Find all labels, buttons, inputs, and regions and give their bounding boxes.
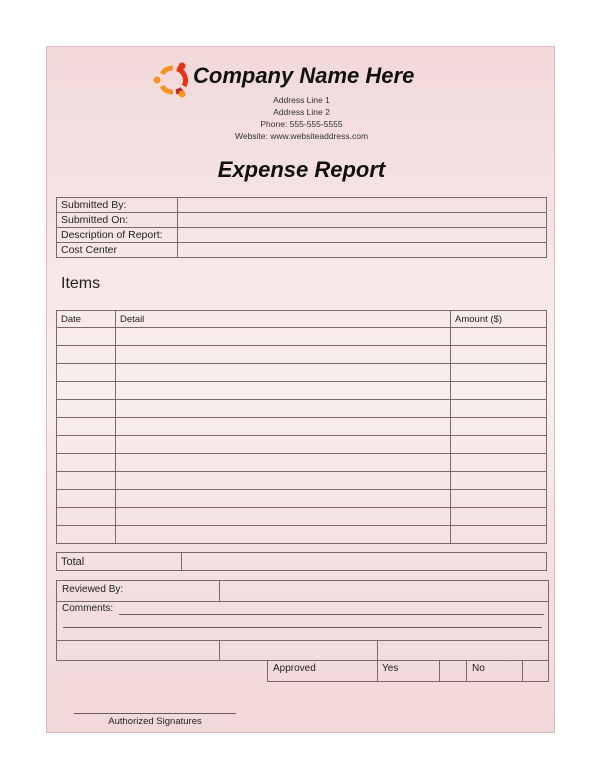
amount-cell[interactable] (451, 400, 547, 418)
date-cell[interactable] (57, 472, 116, 490)
comments-label: Comments: (62, 603, 114, 614)
amount-cell[interactable] (451, 328, 547, 346)
table-row (57, 490, 547, 508)
table-row (57, 418, 547, 436)
column-header-detail: Detail (116, 311, 451, 328)
approved-label: Approved (273, 663, 316, 674)
amount-cell[interactable] (451, 490, 547, 508)
detail-cell[interactable] (116, 346, 451, 364)
date-cell[interactable] (57, 490, 116, 508)
detail-cell[interactable] (116, 364, 451, 382)
info-row-submitted-by (57, 198, 547, 213)
yes-label: Yes (382, 663, 399, 674)
phone: Phone: 555-555-5555 (260, 119, 343, 129)
date-cell[interactable] (57, 382, 116, 400)
table-row (57, 382, 547, 400)
detail-cell[interactable] (116, 508, 451, 526)
amount-cell[interactable] (451, 454, 547, 472)
report-info-table (56, 197, 547, 258)
detail-cell[interactable] (116, 454, 451, 472)
divider (219, 640, 220, 660)
detail-cell[interactable] (116, 400, 451, 418)
total-field[interactable] (182, 553, 547, 571)
detail-cell[interactable] (116, 382, 451, 400)
items-table (56, 310, 547, 544)
info-label: Description of Report: (57, 228, 178, 243)
info-row-description (57, 228, 547, 243)
info-row-cost-center (57, 243, 547, 258)
comments-line-2[interactable] (63, 627, 542, 628)
amount-cell[interactable] (451, 364, 547, 382)
items-header-row (57, 311, 547, 328)
address-line-1: Address Line 1 (273, 95, 330, 105)
review-section (56, 580, 549, 661)
table-row (57, 436, 547, 454)
table-row (57, 454, 547, 472)
info-label: Submitted By: (57, 198, 178, 213)
no-checkbox[interactable] (523, 660, 548, 681)
company-name: Company Name Here (193, 63, 415, 88)
table-row (57, 328, 547, 346)
info-row-submitted-on (57, 213, 547, 228)
amount-cell[interactable] (451, 418, 547, 436)
comments-line-1[interactable] (119, 614, 544, 615)
date-cell[interactable] (57, 400, 116, 418)
amount-cell[interactable] (451, 508, 547, 526)
cost-center-field[interactable] (178, 243, 547, 258)
amount-cell[interactable] (451, 346, 547, 364)
reviewed-by-label: Reviewed By: (62, 584, 124, 595)
info-label: Submitted On: (57, 213, 178, 228)
divider (377, 660, 378, 681)
yes-checkbox[interactable] (440, 660, 466, 681)
divider (377, 640, 378, 660)
amount-cell[interactable] (451, 472, 547, 490)
detail-cell[interactable] (116, 472, 451, 490)
table-row (57, 346, 547, 364)
detail-cell[interactable] (116, 490, 451, 508)
total-table (56, 552, 547, 571)
submitted-by-field[interactable] (178, 198, 547, 213)
column-header-amount: Amount ($) (451, 311, 547, 328)
reviewed-by-row (57, 581, 548, 602)
submitted-on-field[interactable] (178, 213, 547, 228)
date-cell[interactable] (57, 508, 116, 526)
website: Website: www.websiteaddress.com (234, 131, 369, 141)
address-line-2: Address Line 2 (273, 107, 330, 117)
description-field[interactable] (178, 228, 547, 243)
column-header-date: Date (57, 311, 116, 328)
divider (57, 640, 548, 641)
date-cell[interactable] (57, 364, 116, 382)
signature-label: Authorized Signatures (108, 716, 202, 727)
date-cell[interactable] (57, 526, 116, 544)
date-cell[interactable] (57, 454, 116, 472)
date-cell[interactable] (57, 346, 116, 364)
company-logo-icon (153, 60, 193, 100)
items-heading: Items (61, 275, 101, 292)
total-label: Total (57, 553, 182, 571)
detail-cell[interactable] (116, 328, 451, 346)
date-cell[interactable] (57, 418, 116, 436)
signature-line[interactable] (74, 713, 236, 714)
divider (466, 660, 467, 681)
report-title: Expense Report (217, 157, 386, 182)
table-row (57, 472, 547, 490)
detail-cell[interactable] (116, 526, 451, 544)
reviewed-by-field[interactable] (220, 581, 548, 601)
detail-cell[interactable] (116, 418, 451, 436)
amount-cell[interactable] (451, 526, 547, 544)
no-label: No (472, 663, 485, 674)
detail-cell[interactable] (116, 436, 451, 454)
expense-report-page (46, 46, 555, 733)
date-cell[interactable] (57, 328, 116, 346)
table-row (57, 526, 547, 544)
amount-cell[interactable] (451, 436, 547, 454)
table-row (57, 508, 547, 526)
amount-cell[interactable] (451, 382, 547, 400)
approval-row (267, 660, 549, 682)
table-row (57, 364, 547, 382)
table-row (57, 400, 547, 418)
info-label: Cost Center (57, 243, 178, 258)
date-cell[interactable] (57, 436, 116, 454)
